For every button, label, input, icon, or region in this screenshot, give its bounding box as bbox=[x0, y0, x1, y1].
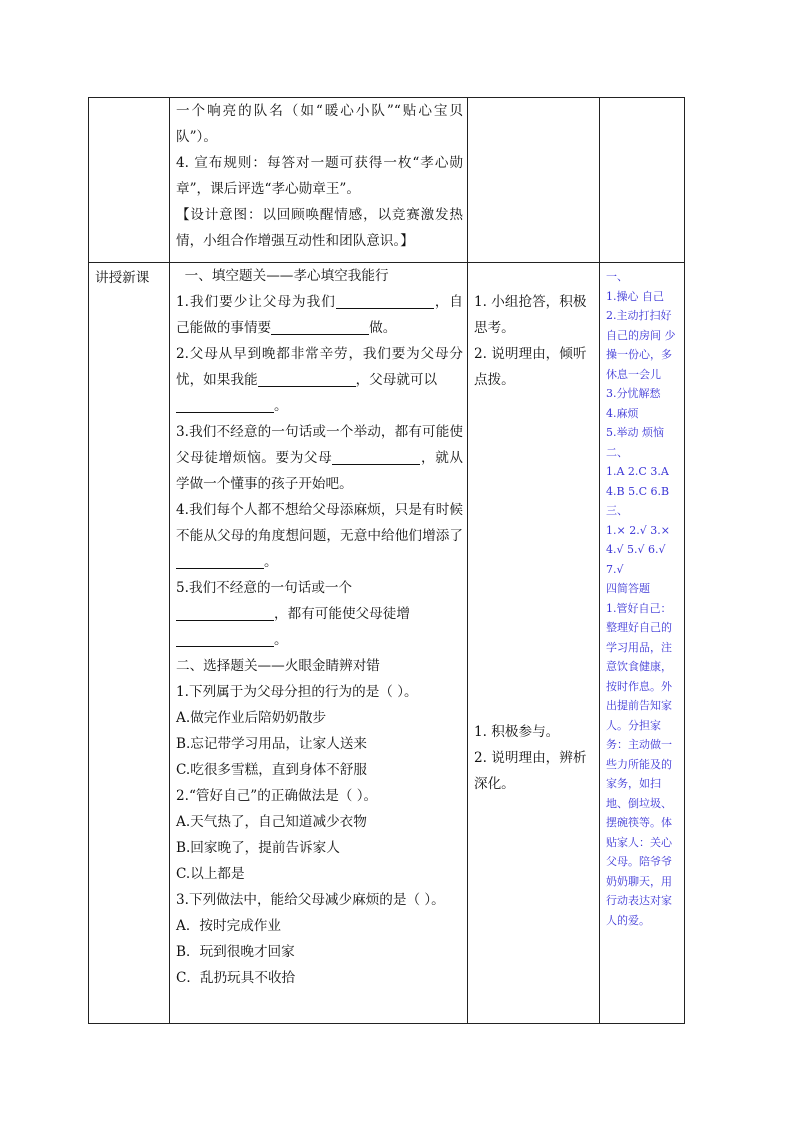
answer-line: 5.举动 烦恼 bbox=[606, 426, 664, 439]
answer-line: 4.√ 5.√ 6.√ bbox=[606, 543, 666, 556]
rule-text: 4. 宣布规则：每答对一题可获得一枚“孝心勋章”，课后评选“孝心勋章王”。 bbox=[176, 155, 463, 197]
answer-line: 4.麻烦 bbox=[606, 406, 639, 420]
choice-line: 1.下列属于为父母分担的行为的是（ ）。 bbox=[176, 684, 418, 700]
choice-line: B．玩到很晚才回家 bbox=[176, 944, 295, 960]
answer-line: 二、 bbox=[606, 445, 628, 459]
answer-line: 三、 bbox=[606, 504, 628, 517]
choice-line: A.做完作业后陪奶奶散步 bbox=[176, 710, 327, 726]
answer-line: 1.管好自己：整理好自己的学习用品，注意饮食健康，按时作息。外出提前告知家人。分担家务：主动做一些力所能及的家务，如扫地、倒垃圾、摆碗筷等。体贴家人：关心父母。陪爷爷奶奶聊天，用行动表达对家人的爱。 bbox=[606, 601, 672, 927]
answer-line: 一、 bbox=[606, 270, 628, 283]
student-activity-cell bbox=[468, 263, 600, 1024]
answer-line: 1.A 2.C 3.A bbox=[606, 465, 669, 478]
teacher-activity-cell bbox=[170, 98, 468, 263]
answer-cell bbox=[600, 263, 685, 1024]
choice-line: 2.“管好自己”的正确做法是（ ）。 bbox=[176, 788, 378, 804]
choice-line: 3.下列做法中，能给父母减少麻烦的是（ ）。 bbox=[176, 892, 445, 908]
fill-question-5: 5.我们不经意的一句话或一个 ，都有可能使父母徒增 。 bbox=[176, 580, 410, 648]
section-label: 讲授新课 bbox=[95, 270, 150, 286]
choice-line: C.吃很多雪糕，直到身体不舒服 bbox=[176, 762, 367, 778]
student-activity-text: 2. 说明理由，倾听点拨。 bbox=[474, 346, 587, 388]
part1-title: 一、填空题关——孝心填空我能行 bbox=[184, 268, 389, 284]
lesson-plan-table bbox=[88, 97, 685, 1024]
choice-line: B.回家晚了，提前告诉家人 bbox=[176, 840, 340, 856]
answer-line: 7.√ bbox=[606, 562, 624, 576]
fill-question-1: 1.我们要少让父母为我们 ，自己能做的事情要 做。 bbox=[176, 294, 463, 336]
section-cell-empty bbox=[89, 98, 170, 263]
section-label-cell bbox=[89, 263, 170, 1024]
choice-line: C．乱扔玩具不收拾 bbox=[176, 970, 296, 986]
team-name-text: 一个响亮的队名（如“暖心小队”“贴心宝贝队”）。 bbox=[176, 103, 463, 145]
table-row bbox=[89, 263, 685, 1024]
answer-line: 4.B 5.C 6.B bbox=[606, 484, 670, 498]
answer-line: 2.主动打扫好自己的房间 少操一份心，多休息一会儿 bbox=[606, 309, 676, 381]
choice-line: A.天气热了，自己知道减少衣物 bbox=[176, 814, 367, 830]
choice-line: C.以上都是 bbox=[176, 866, 245, 882]
table-row bbox=[89, 98, 685, 263]
fill-question-4: 4.我们每个人都不想给父母添麻烦，只是有时候不能从父母的角度想问题，无意中给他们增添了。 bbox=[176, 502, 463, 570]
answer-cell-empty bbox=[600, 98, 685, 263]
part2-title: 二、选择题关——火眼金睛辨对错 bbox=[176, 658, 380, 674]
answer-line: 1.× 2.√ 3.× bbox=[606, 523, 670, 537]
fill-question-3: 3.我们不经意的一句话或一个举动，都有可能使父母徒增烦恼。要为父母 ，就从学做一个懂事的孩子开始吧。 bbox=[176, 424, 464, 492]
student-activity-text: 1. 积极参与。 bbox=[474, 724, 560, 740]
fill-question-2: 2.父母从早到晚都非常辛劳，我们要为父母分忧，如果我能 ，父母就可以 。 bbox=[176, 346, 463, 414]
answer-line: 四简答题 bbox=[606, 582, 650, 595]
student-activity-cell-empty bbox=[468, 98, 600, 263]
answer-line: 1.操心 自己 bbox=[606, 289, 664, 303]
student-activity-text: 2. 说明理由，辨析深化。 bbox=[474, 750, 587, 792]
choice-line: A．按时完成作业 bbox=[176, 918, 281, 934]
student-activity-text: 1. 小组抢答，积极思考。 bbox=[474, 294, 587, 336]
answer-line: 3.分忧解愁 bbox=[606, 387, 661, 400]
teacher-activity-cell bbox=[170, 263, 468, 1024]
design-intent-text: 【设计意图：以回顾唤醒情感，以竞赛激发热情，小组合作增强互动性和团队意识。】 bbox=[176, 207, 463, 249]
choice-line: B.忘记带学习用品，让家人送来 bbox=[176, 736, 368, 752]
